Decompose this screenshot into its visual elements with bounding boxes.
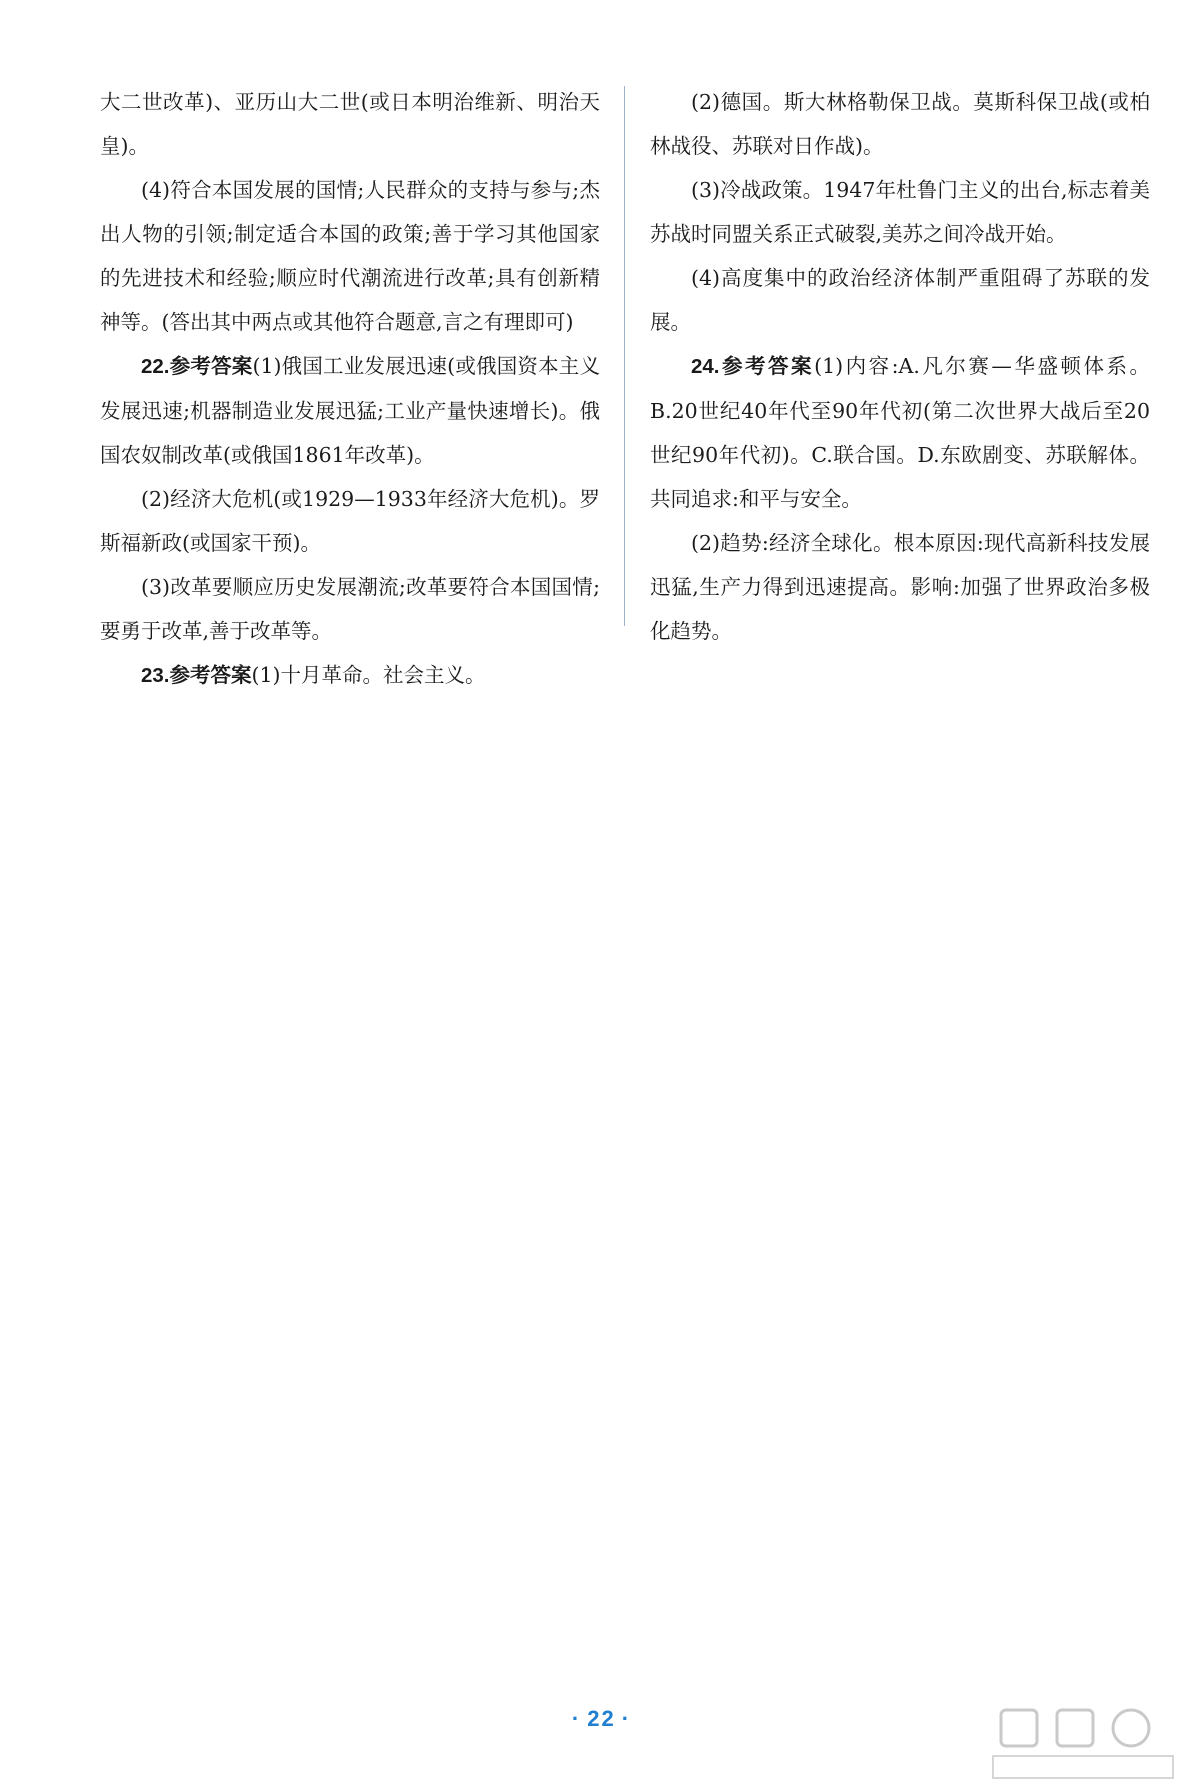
- answer-label: 参考答案: [169, 355, 253, 378]
- bullet-left: ·: [571, 1706, 582, 1731]
- answer-text: (1)十月革命。社会主义。: [251, 663, 486, 687]
- question-number: 23.: [141, 664, 170, 687]
- question-number: 22.: [141, 355, 170, 378]
- answer-text: (1)内容:A.凡尔赛—华盛顿体系。B.20世纪40年代至90年代初(第二次世界大战后至20世纪90年代初)。C.联合国。D.东欧剧变、苏联解体。共同追求:和平与安全。: [650, 354, 1151, 511]
- watermark-logo: [983, 1704, 1183, 1784]
- paragraph-q23-part4: (4)高度集中的政治经济体制严重阻碍了苏联的发展。: [650, 266, 1150, 334]
- right-column: [650, 80, 1150, 653]
- paragraph-q22-part3: (3)改革要顺应历史发展潮流;改革要符合本国国情;要勇于改革,善于改革等。: [100, 575, 600, 643]
- paragraph-q23-part2: (2)德国。斯大林格勒保卫战。莫斯科保卫战(或柏林战役、苏联对日作战)。: [650, 90, 1150, 158]
- page-number: 22: [587, 1706, 616, 1731]
- column-divider: [624, 86, 625, 626]
- paragraph-q23-part3: (3)冷战政策。1947年杜鲁门主义的出台,标志着美苏战时同盟关系正式破裂,美苏之间冷战开始。: [650, 178, 1150, 246]
- answer-text: (1)俄国工业发展迅速(或俄国资本主义发展迅速;机器制造业发展迅猛;工业产量快速增长)。俄国农奴制改革(或俄国1861年改革)。: [100, 354, 601, 467]
- left-column: [100, 80, 600, 698]
- answer-label: 参考答案: [169, 664, 252, 687]
- watermark-logo-graphic: [983, 1704, 1183, 1784]
- paragraph-continuation: 大二世改革)、亚历山大二世(或日本明治维新、明治天皇)。: [100, 90, 600, 158]
- question-22-answer: [100, 344, 600, 477]
- question-23-answer: [100, 653, 600, 698]
- question-24-answer: [650, 344, 1150, 521]
- paragraph-q21-part4: (4)符合本国发展的国情;人民群众的支持与参与;杰出人物的引领;制定适合本国的政策;善于学习其他国家的先进技术和经验;顺应时代潮流进行改革;具有创新精神等。(答出其中两点或其他符合题意,言之有理即可): [100, 178, 600, 334]
- bullet-right: ·: [621, 1706, 632, 1731]
- answer-label: 参考答案: [719, 355, 815, 378]
- paragraph-q24-part2: (2)趋势:经济全球化。根本原因:现代高新科技发展迅猛,生产力得到迅速提高。影响:加强了世界政治多极化趋势。: [650, 531, 1150, 643]
- question-number: 24.: [691, 355, 720, 378]
- paragraph-q22-part2: (2)经济大危机(或1929—1933年经济大危机)。罗斯福新政(或国家干预)。: [100, 487, 600, 555]
